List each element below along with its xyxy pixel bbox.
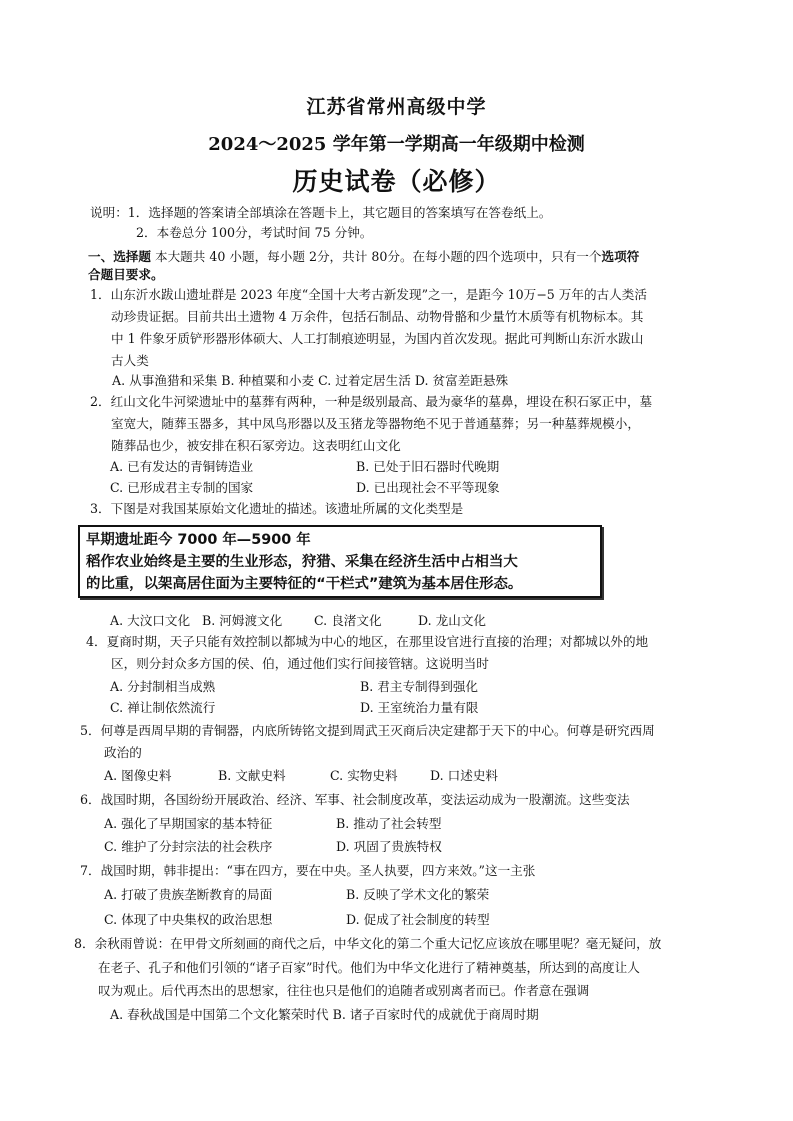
question-4-option-d[interactable]: D. 王室统治力量有限 (360, 700, 479, 715)
section-desc-bold: 选项符 (601, 249, 640, 264)
question-3-option-d[interactable]: D. 龙山文化 (418, 613, 487, 628)
question-7-option-a[interactable]: A. 打破了贵族垄断教育的局面 (104, 887, 273, 902)
question-4-option-b[interactable]: B. 君主专制得到强化 (360, 679, 479, 694)
school-name: 江苏省常州高级中学 (306, 96, 487, 118)
question-1-line-2: 动珍贵证据。目前共出土遗物 4 万余件，包括石制品、动物骨骼和少量竹木质等有机物标本。其 (111, 309, 644, 324)
instruction-line-1: 说明：1．选择题的答案请全部填涂在答题卡上，其它题目的答案填写在答卷纸上。 (90, 205, 552, 220)
question-3-line-1: 3．下图是对我国某原始文化遗址的描述。该遗址所属的文化类型是 (90, 501, 464, 516)
site-description-line-2: 稻作农业始终是主要的生业形态，狩猎、采集在经济生活中占相当大 (86, 554, 518, 570)
question-6-option-d[interactable]: D. 巩固了贵族特权 (336, 839, 442, 854)
question-2-line-1: 2．红山文化牛河梁遗址中的墓葬有两种，一种是级别最高、最为豪华的墓鼻，埋设在积石冢正中，墓 (90, 394, 653, 409)
question-6-option-c[interactable]: C. 维护了分封宗法的社会秩序 (104, 839, 273, 854)
question-7-option-c[interactable]: C. 体现了中央集权的政治思想 (104, 912, 273, 927)
exam-subject-title: 历史试卷（必修） (292, 167, 501, 196)
question-6-line-1: 6．战国时期，各国纷纷开展政治、经济、军事、社会制度改革，变法运动成为一股潮流。这些变法 (80, 792, 630, 807)
question-8-line-3: 叹为观止。后代再杰出的思想家，往往也只是他们的追随者或别离者而已。作者意在强调 (98, 983, 590, 998)
question-4-option-c[interactable]: C. 禅让制依然流行 (110, 700, 216, 715)
question-4-option-a[interactable]: A. 分封制相当成熟 (110, 679, 216, 694)
site-description-line-1: 早期遗址距今 7000 年—5900 年 (86, 532, 311, 548)
section-desc-text: 本大题共 40 小题，每小题 2分，共计 80分。在每小题的四个选项中，只有一个 (150, 249, 602, 264)
question-2-line-2: 室宽大，随葬玉器多，其中凤鸟形器以及玉猪龙等器物绝不见于普通墓葬；另一种墓葬规模小， (111, 416, 640, 431)
question-2-option-b[interactable]: B. 已处于旧石器时代晚期 (356, 459, 500, 474)
site-description-box (78, 525, 602, 598)
question-8-options[interactable]: A. 春秋战国是中国第二个文化繁荣时代 B. 诸子百家时代的成就优于商周时期 (110, 1007, 539, 1022)
question-2-option-c[interactable]: C. 已形成君主专制的国家 (110, 480, 254, 495)
section-heading: 一、选择题 (88, 249, 151, 264)
question-6-option-b[interactable]: B. 推动了社会转型 (336, 816, 442, 831)
question-7-option-d[interactable]: D. 促成了社会制度的转型 (346, 912, 490, 927)
question-5-option-d[interactable]: D. 口述史料 (430, 768, 499, 783)
section-description-cont: 合题目要求。 (88, 267, 164, 282)
section-description (88, 248, 639, 265)
question-5-option-c[interactable]: C. 实物史料 (330, 768, 398, 783)
question-3-option-b[interactable]: B. 河姆渡文化 (202, 613, 283, 628)
question-5-line-2: 政治的 (104, 745, 142, 760)
exam-term: 2024～2025 学年第一学期高一年级期中检测 (208, 134, 585, 155)
question-5-option-a[interactable]: A. 图像史料 (104, 768, 172, 783)
question-2-option-a[interactable]: A. 已有发达的青铜铸造业 (110, 459, 254, 474)
question-1-line-3: 中 1 件象牙质铲形器形体硕大、人工打制痕迹明显，为国内首次发现。据此可判断山东沂水跋山 (111, 331, 644, 346)
question-1-line-1: 1．山东沂水跋山遗址群是 2023 年度“全国十大考古新发现”之一，是距今 10万−5 万年的古人类活 (90, 287, 647, 302)
question-3-option-a[interactable]: A. 大汶口文化 (110, 613, 191, 628)
question-2-line-3: 随葬品也少，被安排在积石冢旁边。这表明红山文化 (111, 438, 401, 453)
question-3-option-c[interactable]: C. 良渚文化 (314, 613, 382, 628)
question-5-option-b[interactable]: B. 文献史料 (218, 768, 286, 783)
question-1-options[interactable]: A. 从事渔猎和采集 B. 种植粟和小麦 C. 过着定居生活 D. 贫富差距悬殊 (112, 373, 509, 388)
question-4-line-2: 区，则分封众多方国的侯、伯，通过他们实行间接管辖。这说明当时 (111, 656, 489, 671)
question-6-option-a[interactable]: A. 强化了早期国家的基本特征 (104, 816, 273, 831)
question-8-line-2: 在老子、孔子和他们引领的“诸子百家”时代。他们为中华文化进行了精神奠基，所达到的高度让人 (98, 960, 640, 975)
question-5-line-1: 5．何尊是西周早期的青铜器，内底所铸铭文提到周武王灭商后决定建都于天下的中心。何尊是研究西周 (80, 723, 655, 738)
question-1-line-4: 古人类 (111, 353, 149, 368)
question-2-option-d[interactable]: D. 已出现社会不平等现象 (356, 480, 500, 495)
question-7-option-b[interactable]: B. 反映了学术文化的繁荣 (346, 887, 490, 902)
instruction-line-2: 2．本卷总分 100分，考试时间 75 分钟。 (136, 225, 373, 240)
question-8-line-1: 8．余秋雨曾说：在甲骨文所刻画的商代之后，中华文化的第二个重大记忆应该放在哪里呢？毫无疑问，放 (74, 936, 662, 951)
question-4-line-1: 4．夏商时期，天子只能有效控制以都城为中心的地区，在那里设官进行直接的治理；对都城以外的地 (86, 634, 649, 649)
question-7-line-1: 7．战国时期，韩非提出：“事在四方，要在中央。圣人执要，四方来效。”这一主张 (80, 863, 536, 878)
site-description-line-3: 的比重，以架高居住面为主要特征的“干栏式”建筑为基本居住形态。 (86, 576, 523, 592)
